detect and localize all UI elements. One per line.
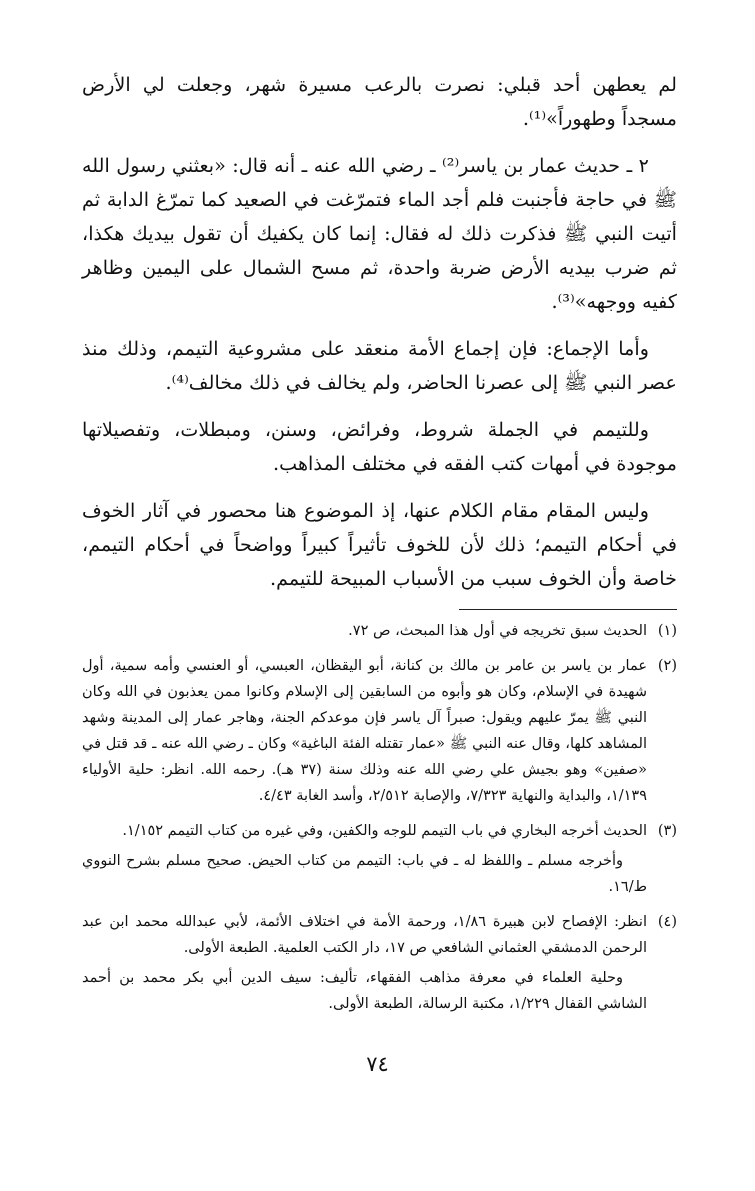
footnote-text: انظر: الإفصاح لابن هبيرة ١/٨٦، ورحمة الأمة في اختلاف الأئمة، لأبي عبدالله محمد ابن عبد الرحمن الدمشقي العثماني الشافعي ص ١٧، دار الكتب العلمية. الطبعة الأولى. [82, 914, 647, 956]
footnote-separator-wrap [82, 609, 677, 610]
footnote-body [82, 618, 647, 648]
footnote-number: (٣) [657, 823, 677, 839]
footnote-text: عمار بن ياسر بن عامر بن مالك بن كنانة، أبو اليقظان، العبسي، أو العنسي وأمه سمية، أول شهيدة في الإسلام، وكان هو وأبوه من السابقين إلى الإسلام وكانوا ممن يعذبون في الله وكان النبي ﷺ يمرّ عليهم ويقول: صبراً آل ياسر فإن موعدكم الجنة، وهاجر عمار إلى المدينة وشهد المشاهد كلها، وقال عنه النبي ﷺ «عمار تقتله الفئة الباغية» وكان ـ رضي الله عنه ـ قد قتل في «صفين» وهو بجيش علي رضي الله عنه وذلك سنة (٣٧ هـ). رحمه الله. انظر: حلية الأولياء ١/١٣٩، والبداية والنهاية ٧/٣٢٣، والإصابة ٢/٥١٢، وأسد الغابة ٤/٤٣. [82, 658, 647, 804]
footnote-2 [82, 653, 677, 813]
footnote-separator [459, 609, 677, 610]
main-text [82, 68, 677, 596]
footnote-continuation: وحلية العلماء في معرفة مذاهب الفقهاء، تأليف: سيف الدين أبي بكر محمد بن أحمد الشاشي القفال ١/٢٢٩، مكتبة الرسالة، الطبعة الأولى. [82, 970, 647, 1012]
footnote-body [82, 818, 647, 904]
paragraph-1: لم يعطهن أحد قبلي: نصرت بالرعب مسيرة شهر، وجعلت لي الأرض مسجداً وطهوراً»⁽¹⁾. [82, 73, 677, 130]
footnote-number: (٤) [657, 914, 677, 930]
footnote-body [82, 909, 647, 1021]
footnote-number: (٢) [657, 658, 677, 674]
footnote-4 [82, 909, 677, 1021]
footnote-1 [82, 618, 677, 648]
footnote-text: الحديث أخرجه البخاري في باب التيمم للوجه والكفين، وفي غيره من كتاب التيمم ١/١٥٢. [122, 823, 647, 839]
paragraph-5: وليس المقام مقام الكلام عنها، إذ الموضوع هنا محصور في آثار الخوف في أحكام التيمم؛ ذلك لأن للخوف تأثيراً كبيراً وواضحاً في أحكام التيمم، خاصة وأن الخوف سبب من الأسباب المبيحة للتيمم. [82, 499, 677, 590]
paragraph-4: وللتيمم في الجملة شروط، وفرائض، وسنن، ومبطلات، وتفصيلاتها موجودة في أمهات كتب الفقه في مختلف المذاهب. [82, 418, 677, 475]
paragraph-3: وأما الإجماع: فإن إجماع الأمة منعقد على مشروعية التيمم، وذلك منذ عصر النبي ﷺ إلى عصرنا الحاضر، ولم يخالف في ذلك مخالف⁽⁴⁾. [82, 337, 677, 394]
footnote-body [82, 653, 647, 813]
page-number: ٧٤ [366, 1052, 389, 1076]
footnotes [82, 618, 677, 1021]
footnote-3 [82, 818, 677, 904]
paragraph-2: ٢ ـ حديث عمار بن ياسر⁽²⁾ ـ رضي الله عنه ـ أنه قال: «بعثني رسول الله ﷺ في حاجة فأجنبت فلم أجد الماء فتمرّغت في الصعيد كما تمرّغ الدابة ثم أتيت النبي ﷺ فذكرت ذلك له فقال: إنما كان يكفيك أن تقول بيديك هكذا، ثم ضرب بيديه الأرض ضربة واحدة، ثم مسح الشمال على اليمين وظاهر كفيه ووجهه»⁽³⁾. [82, 154, 677, 313]
footnote-number: (١) [657, 623, 677, 639]
footnote-continuation: وأخرجه مسلم ـ واللفظ له ـ في باب: التيمم من كتاب الحيض. صحيح مسلم بشرح النووي ط/١٦. [82, 853, 647, 895]
footnote-text: الحديث سبق تخريجه في أول هذا المبحث، ص ٧٢. [348, 623, 647, 639]
